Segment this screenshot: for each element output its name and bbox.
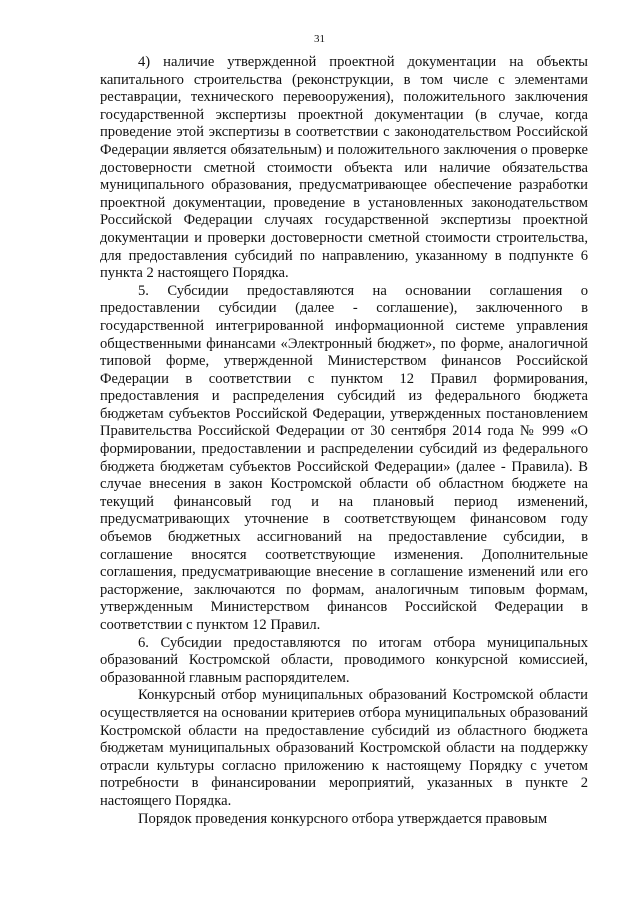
paragraph-point-6: 6. Субсидии предоставляются по итогам отбора муниципальных образований Костромской области, проводимого конкурсной комиссией, образованной главным распорядителем. xyxy=(100,634,588,686)
page-number: 31 xyxy=(314,33,325,45)
paragraph-point-5: 5. Субсидии предоставляются на основании соглашения о предоставлении субсидии (далее - соглашение), заключенного в государственной интегрированной информационной системе управления общественными финансами «Электронный бюджет», по форме, аналогичной типовой форме, утвержденной Министерством финансов Российской Федерации в соответствии с пунктом 12 Правил формирования, предоставления и распределения субсидий из федерального бюджета бюджетам субъектов Российской Федерации, утвержденных постановлением Правительства Российской Федерации от 30 сентября 2014 года № 999 «О формировании, предоставлении и распределении субсидий из федерального бюджета бюджетам субъектов Российской Федерации» (далее - Правила). В случае внесения в закон Костромской области об областном бюджете на текущий финансовый год и на плановый период изменений, предусматривающих уточнение в соответствующем финансовом году объемов бюджетных ассигнований на предоставление субсидии, в соглашение вносятся соответствующие изменения. Дополнительные соглашения, предусматривающие внесение в соглашение изменений или его расторжение, заключаются по формам, аналогичным типовым формам, утвержденным Министерством финансов Российской Федерации в соответствии с пунктом 12 Правил. xyxy=(100,282,588,633)
document-body xyxy=(100,54,588,828)
paragraph-selection-procedure: Порядок проведения конкурсного отбора утверждается правовым xyxy=(138,810,548,827)
paragraph-item-4: 4) наличие утвержденной проектной документации на объекты капитального строительства (реконструкции, в том числе с элементами реставрации, технического перевооружения), положительного заключения государственной экспертизы проектной документации (в случае, когда проведение этой экспертизы в соответствии с законодательством Российской Федерации является обязательным) и положительного заключения о проверке достоверности сметной стоимости объекта или наличие обязательства муниципального образования, предусматривающее обеспечение разработки проектной документации, проведение в установленных законодательством Российской Федерации случаях государственной экспертизы проектной документации и проверки достоверности сметной стоимости строительства, для предоставления субсидий по направлению, указанному в подпункте 6 пункта 2 настоящего Порядка. xyxy=(100,54,588,282)
paragraph-competitive-selection: Конкурсный отбор муниципальных образований Костромской области осуществляется на основании критериев отбора муниципальных образований Костромской области на предоставление субсидий из областного бюджета бюджетам муниципальных образований Костромской области на поддержку отрасли культуры согласно приложению к настоящему Порядку с учетом потребности в финансировании мероприятий, указанных в пункте 2 настоящего Порядка. xyxy=(100,687,588,809)
